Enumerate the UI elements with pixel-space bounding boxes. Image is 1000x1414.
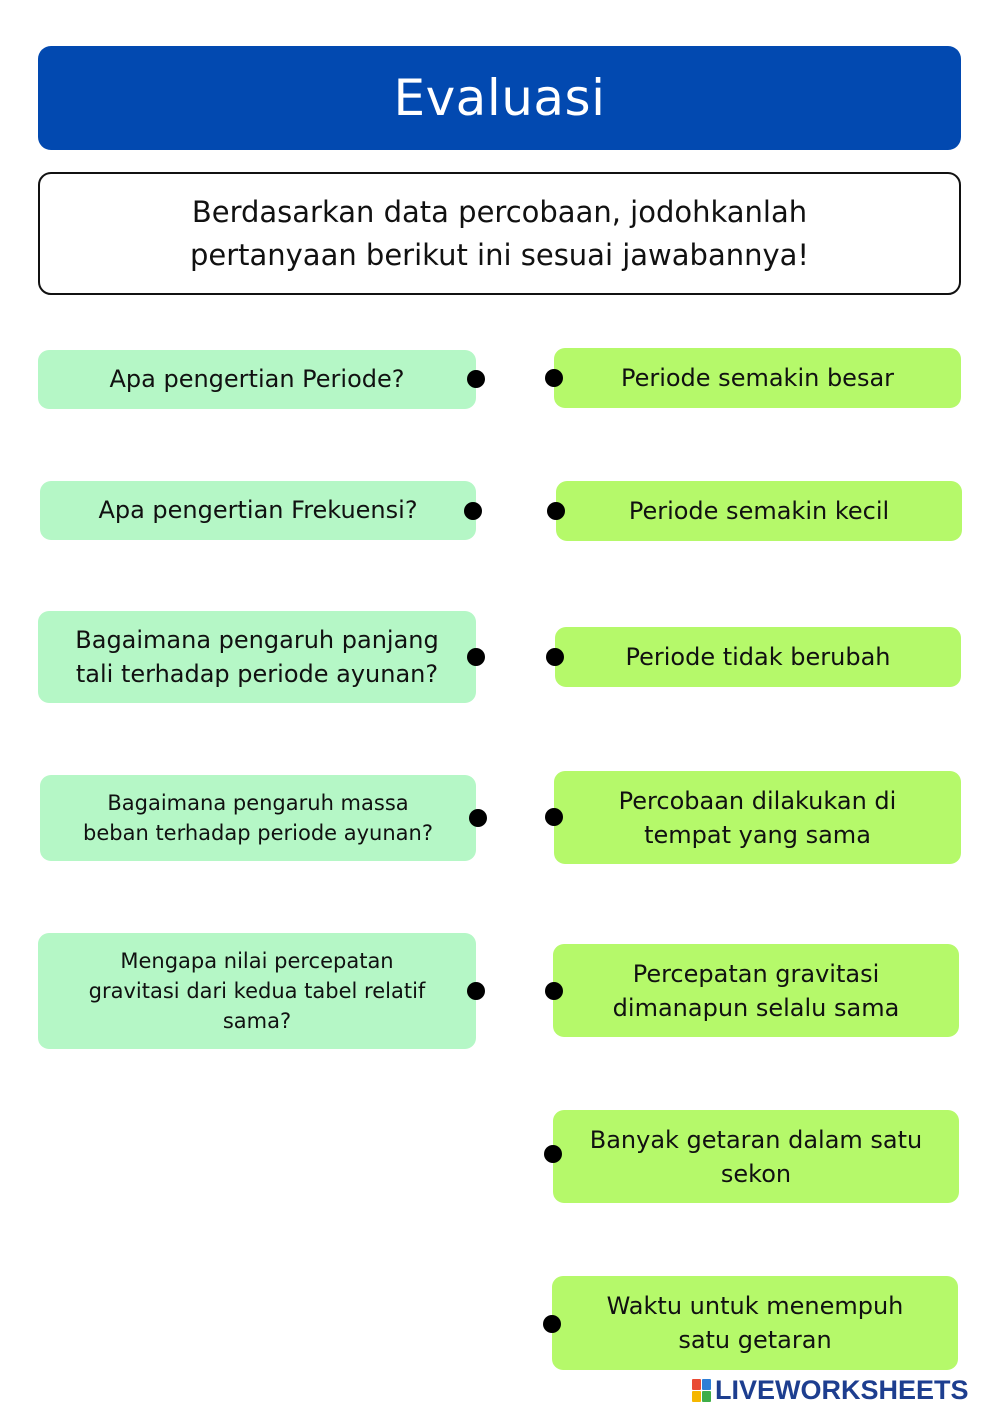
answer-5-line-1: Percepatan gravitasi	[632, 959, 880, 988]
answer-5-line-2: dimanapun selalu sama	[612, 993, 900, 1022]
liveworksheets-logo-icon	[692, 1379, 711, 1402]
question-2-line-1: Apa pengertian Frekuensi?	[98, 496, 418, 524]
answer-2-connector-dot[interactable]	[547, 502, 565, 520]
liveworksheets-logo[interactable]	[692, 1374, 969, 1406]
question-card-1[interactable]	[38, 350, 476, 409]
answer-4-line-1: Percobaan dilakukan di	[618, 786, 897, 815]
answer-3-line-1: Periode tidak berubah	[625, 642, 891, 671]
question-card-2[interactable]	[40, 481, 476, 540]
answer-card-4[interactable]	[554, 771, 961, 864]
question-2-connector-dot[interactable]	[464, 502, 482, 520]
question-5-connector-dot[interactable]	[467, 982, 485, 1000]
page-title: Evaluasi	[393, 69, 606, 127]
question-card-5[interactable]	[38, 933, 476, 1049]
answer-4-line-2: tempat yang sama	[644, 820, 871, 849]
answer-5-connector-dot[interactable]	[545, 982, 563, 1000]
answer-card-6[interactable]	[553, 1110, 959, 1203]
answer-card-2[interactable]	[556, 481, 962, 541]
question-1-connector-dot[interactable]	[467, 370, 485, 388]
instruction-box	[38, 172, 961, 295]
question-4-connector-dot[interactable]	[469, 809, 487, 827]
question-5-line-3: sama?	[222, 1009, 292, 1033]
answer-card-5[interactable]	[553, 944, 959, 1037]
question-4-line-2: beban terhadap periode ayunan?	[83, 821, 433, 845]
answer-2-line-1: Periode semakin kecil	[628, 496, 890, 525]
answer-card-1[interactable]	[554, 348, 961, 408]
question-1-line-1: Apa pengertian Periode?	[109, 365, 405, 393]
answer-7-line-1: Waktu untuk menempuh	[606, 1292, 904, 1320]
answer-6-line-1: Banyak getaran dalam satu	[589, 1125, 923, 1154]
answer-7-connector-dot[interactable]	[543, 1315, 561, 1333]
question-3-line-1: Bagaimana pengaruh panjang	[75, 626, 439, 654]
logo-text: LIVEWORKSHEETS	[715, 1374, 969, 1405]
answer-3-connector-dot[interactable]	[546, 648, 564, 666]
question-4-line-1: Bagaimana pengaruh massa	[107, 791, 409, 815]
instruction-line-1: Berdasarkan data percobaan, jodohkanlah	[191, 194, 808, 229]
answer-1-connector-dot[interactable]	[545, 369, 563, 387]
answer-6-connector-dot[interactable]	[544, 1145, 562, 1163]
answer-6-line-2: sekon	[720, 1159, 792, 1188]
answer-7-line-2: satu getaran	[678, 1326, 832, 1354]
question-3-line-2: tali terhadap periode ayunan?	[75, 660, 439, 688]
question-card-4[interactable]	[40, 775, 476, 861]
question-card-3[interactable]	[38, 611, 476, 703]
answer-card-3[interactable]	[555, 627, 961, 687]
question-5-line-2: gravitasi dari kedua tabel relatif	[88, 979, 426, 1003]
question-5-line-1: Mengapa nilai percepatan	[120, 949, 394, 973]
title-banner	[38, 46, 961, 150]
instruction-line-2: pertanyaan berikut ini sesuai jawabannya!	[189, 237, 810, 272]
answer-1-line-1: Periode semakin besar	[620, 363, 895, 392]
question-3-connector-dot[interactable]	[467, 648, 485, 666]
answer-card-7[interactable]	[552, 1276, 958, 1370]
answer-4-connector-dot[interactable]	[545, 808, 563, 826]
